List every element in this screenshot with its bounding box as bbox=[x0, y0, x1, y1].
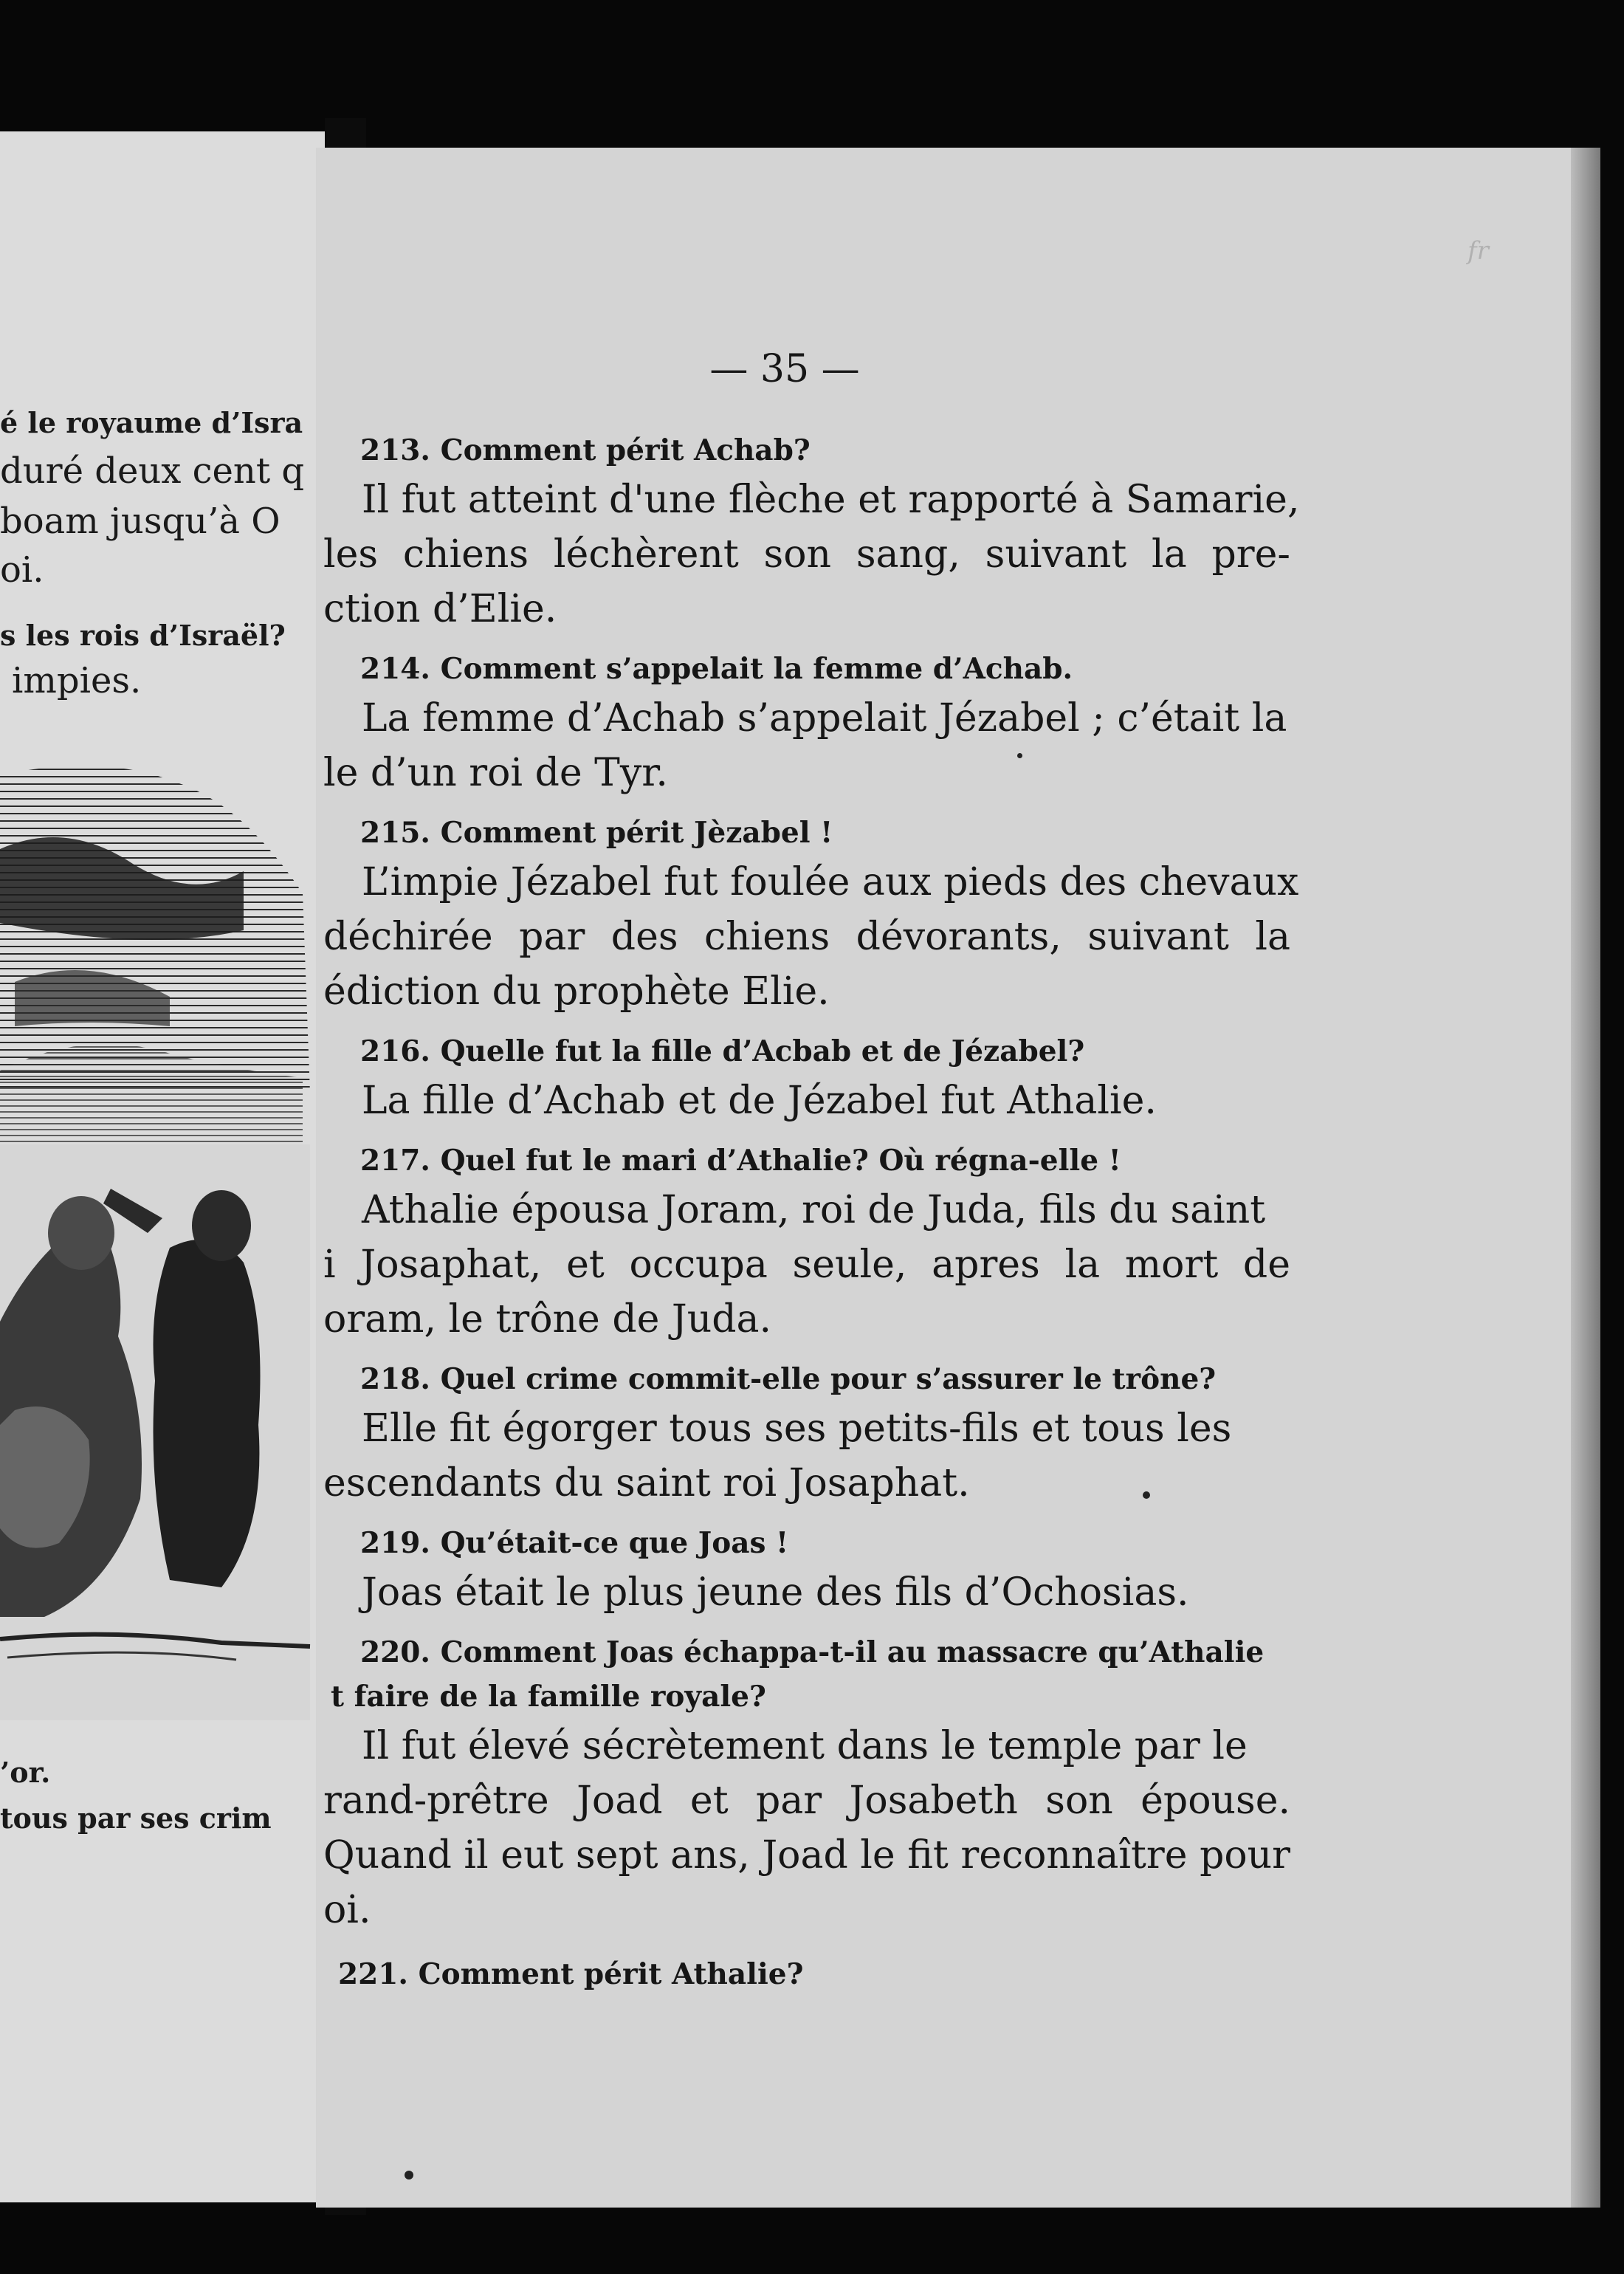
ink-speck bbox=[405, 2171, 413, 2179]
entry-219 bbox=[323, 1521, 1298, 1620]
question-216: 216. Quelle fut la fille d’Acbab et de Jézabel? bbox=[360, 1034, 1085, 1068]
answer-line: La fille d’Achab et de Jézabel fut Athalie. bbox=[362, 1079, 1157, 1123]
entry-221 bbox=[323, 1952, 1298, 1996]
question-221: 221. Comment périt Athalie? bbox=[338, 1957, 804, 1991]
answer-line: i Josaphat, et occupa seule, apres la mort de bbox=[323, 1243, 1290, 1287]
left-page-caption-line: tous par ses crim bbox=[0, 1801, 272, 1835]
question-214: 214. Comment s’appelait la femme d’Achab. bbox=[360, 652, 1073, 686]
right-page bbox=[316, 148, 1600, 2208]
answer-line: La femme d’Achab s’appelait Jézabel ; c’était la bbox=[362, 696, 1287, 741]
left-page-line: é le royaume d’Isra bbox=[0, 406, 303, 439]
page-edge bbox=[1571, 148, 1600, 2208]
answer-line: oi. bbox=[323, 1888, 371, 1932]
answer-line: Quand il eut sept ans, Joad le fit reconnaître pour bbox=[323, 1833, 1291, 1878]
answer-line: édiction du prophète Elie. bbox=[323, 969, 830, 1014]
answer-line: rand-prêtre Joad et par Josabeth son épouse. bbox=[323, 1779, 1290, 1823]
left-page-line: oi. bbox=[0, 549, 44, 591]
left-page-caption-line: ’or. bbox=[0, 1756, 51, 1789]
left-page bbox=[0, 131, 325, 2202]
ink-speck bbox=[1017, 753, 1022, 758]
entry-213 bbox=[323, 428, 1298, 636]
entry-220 bbox=[323, 1630, 1298, 1937]
answer-line: le d’un roi de Tyr. bbox=[323, 751, 668, 795]
left-page-line: boam jusqu’à O bbox=[0, 501, 281, 542]
answer-line: escendants du saint roi Josaphat. bbox=[323, 1461, 970, 1505]
question-219: 219. Qu’était-ce que Joas ! bbox=[360, 1526, 789, 1560]
entry-217 bbox=[323, 1138, 1298, 1347]
entry-214 bbox=[323, 647, 1298, 800]
catechism-text bbox=[316, 428, 1298, 2007]
entry-218 bbox=[323, 1357, 1298, 1511]
entry-216 bbox=[323, 1029, 1298, 1128]
ink-speck bbox=[1143, 1491, 1150, 1499]
question-213: 213. Comment périt Achab? bbox=[360, 433, 811, 467]
question-215: 215. Comment périt Jèzabel ! bbox=[360, 816, 833, 850]
answer-line: oram, le trône de Juda. bbox=[323, 1297, 772, 1342]
left-page-line: s les rois d’Israël? bbox=[0, 619, 286, 652]
pencil-mark: fr bbox=[1468, 236, 1489, 266]
answer-line: ction d’Elie. bbox=[323, 587, 557, 631]
question-220: 220. Comment Joas échappa-t-il au massacre qu’Athalie bbox=[360, 1635, 1265, 1669]
answer-line: Il fut élevé sécrètement dans le temple par le bbox=[362, 1724, 1248, 1768]
answer-line: Joas était le plus jeune des fils d’Ochosias. bbox=[362, 1570, 1189, 1615]
left-page-line: duré deux cent q bbox=[0, 450, 305, 492]
engraving-illustration bbox=[0, 760, 317, 1720]
answer-line: Athalie épousa Joram, roi de Juda, fils du saint bbox=[362, 1188, 1266, 1232]
answer-line: L’impie Jézabel fut foulée aux pieds des chevaux bbox=[362, 860, 1299, 904]
entry-215 bbox=[323, 811, 1298, 1019]
question-217: 217. Quel fut le mari d’Athalie? Où régna-elle ! bbox=[360, 1144, 1121, 1178]
left-page-line: impies. bbox=[12, 660, 142, 701]
answer-line: déchirée par des chiens dévorants, suivant la bbox=[323, 915, 1290, 959]
answer-line: les chiens léchèrent son sang, suivant la pre- bbox=[323, 532, 1290, 577]
question-218: 218. Quel crime commit-elle pour s’assurer le trône? bbox=[360, 1362, 1217, 1396]
answer-line: Il fut atteint d'une flèche et rapporté à Samarie, bbox=[362, 478, 1300, 522]
question-220-continued: t faire de la famille royale? bbox=[331, 1680, 766, 1714]
page-number: — 35 — bbox=[709, 347, 860, 391]
answer-line: Elle fit égorger tous ses petits-fils et tous les bbox=[362, 1406, 1232, 1451]
